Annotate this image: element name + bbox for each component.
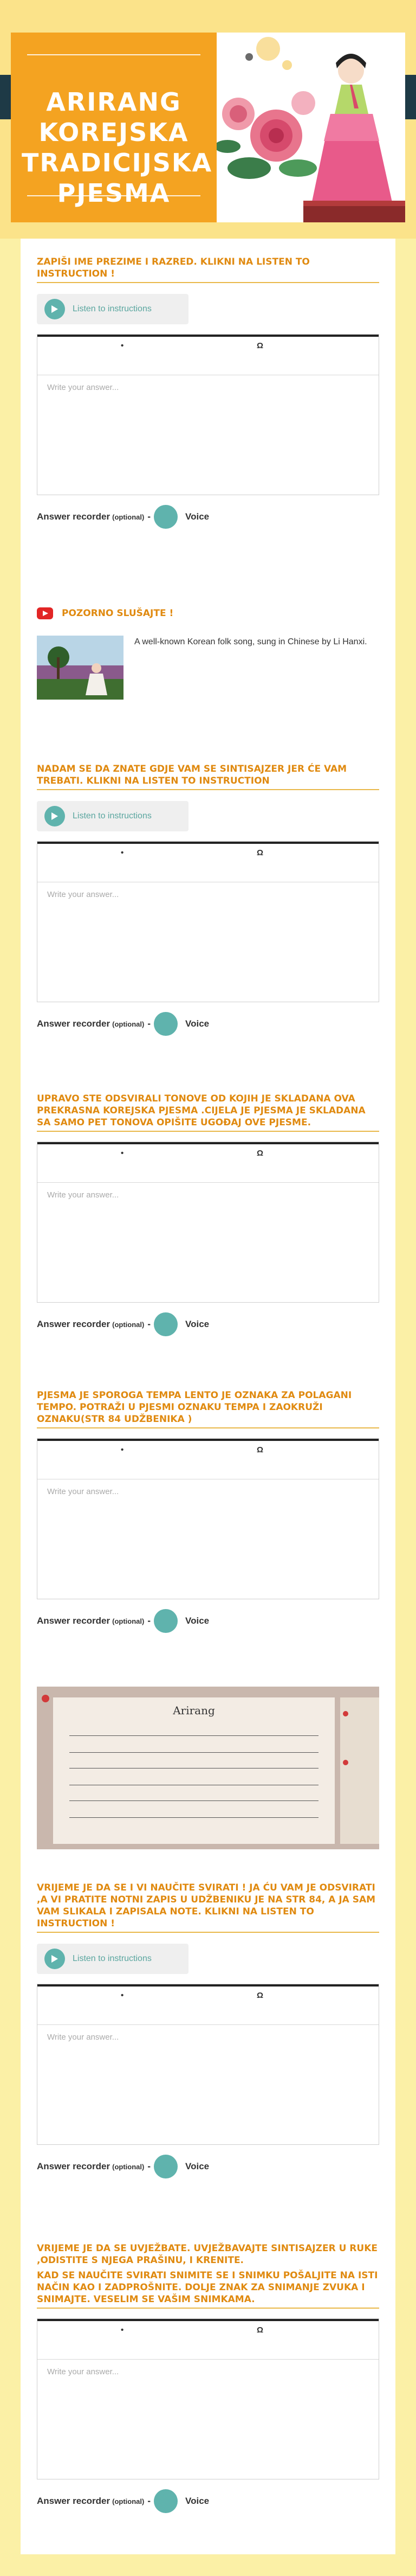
sheet-song-title: Arirang xyxy=(173,1704,215,1717)
staff-line-1 xyxy=(69,1735,318,1753)
listen-label: Listen to instructions xyxy=(73,304,152,313)
bullet-list-button[interactable]: • xyxy=(121,1445,124,1454)
textbook-side-page xyxy=(340,1697,379,1844)
special-character-button[interactable]: Ω xyxy=(257,1991,264,2000)
special-character-button[interactable]: Ω xyxy=(257,1445,264,1454)
answer-recorder xyxy=(37,505,379,529)
video-item xyxy=(37,636,379,700)
answer-recorder xyxy=(37,2155,379,2178)
question-6-title-line-1: VRIJEME JE DA SE UVJEŽBATE. UVJEŽBAVAJTE SINTISAJZER U RUKE ,ODISTITE S NJEGA PRAŠINU, I KRENITE. xyxy=(37,2243,378,2266)
railing-decoration xyxy=(303,206,405,222)
recorder-dash: - xyxy=(147,1319,151,1329)
listen-to-instructions-button[interactable] xyxy=(37,1944,188,1974)
recorder-voice-label: Voice xyxy=(185,1018,210,1029)
recorder-optional: (optional) xyxy=(112,1617,145,1625)
recorder-dash: - xyxy=(147,1018,151,1029)
recorder-label: Answer recorder xyxy=(37,1319,110,1329)
page-title: ARIRANG KOREJSKA TRADICIJSKA PJESMA xyxy=(22,87,213,208)
answer-textarea[interactable]: Write your answer... xyxy=(47,890,119,899)
answer-textarea[interactable]: Write your answer... xyxy=(47,1487,119,1496)
question-2-title: NADAM SE DA ZNATE GDJE VAM SE SINTISAJZER JER ĆE VAM TREBATI. KLIKNI NA LISTEN TO INSTRUCTION xyxy=(37,764,347,786)
recorder-voice-label: Voice xyxy=(185,511,210,522)
play-icon xyxy=(44,1949,65,1969)
editor-toolbar xyxy=(37,1142,379,1183)
question-2 xyxy=(37,763,379,1036)
recorder-label: Answer recorder xyxy=(37,1616,110,1626)
question-1-title: ZAPIŠI IME PREZIME I RAZRED. KLIKNI NA LISTEN TO INSTRUCTION ! xyxy=(37,257,310,279)
play-icon xyxy=(44,299,65,319)
answer-textarea[interactable]: Write your answer... xyxy=(47,383,119,392)
editor-toolbar xyxy=(37,1984,379,2025)
bullet-list-button[interactable]: • xyxy=(121,1991,124,2000)
listen-to-instructions-button[interactable] xyxy=(37,801,188,831)
recorder-dash: - xyxy=(147,2161,151,2171)
listen-label: Listen to instructions xyxy=(73,1954,152,1963)
question-1-rule xyxy=(37,282,379,283)
question-4-rule xyxy=(37,1427,379,1428)
listen-label: Listen to instructions xyxy=(73,811,152,821)
question-3 xyxy=(37,1093,379,1336)
recorder-optional: (optional) xyxy=(112,1320,145,1329)
record-voice-button[interactable] xyxy=(154,2155,178,2178)
recorder-optional: (optional) xyxy=(112,512,145,521)
recorder-dash: - xyxy=(147,511,151,522)
recorder-optional: (optional) xyxy=(112,2497,145,2505)
special-character-button[interactable]: Ω xyxy=(257,2325,264,2335)
recorder-optional: (optional) xyxy=(112,1020,145,1028)
recorder-voice-label: Voice xyxy=(185,1616,210,1626)
recorder-label: Answer recorder xyxy=(37,1018,110,1029)
answer-editor xyxy=(37,841,379,1002)
answer-textarea[interactable]: Write your answer... xyxy=(47,1190,119,1200)
listen-to-instructions-button[interactable] xyxy=(37,294,188,324)
record-voice-button[interactable] xyxy=(154,1312,178,1336)
editor-toolbar xyxy=(37,1439,379,1479)
question-5 xyxy=(37,1882,379,2178)
recorder-optional: (optional) xyxy=(112,2162,145,2171)
staff-line-2 xyxy=(69,1768,318,1785)
recorder-voice-label: Voice xyxy=(185,2161,210,2171)
question-6 xyxy=(37,2242,379,2513)
editor-toolbar xyxy=(37,842,379,882)
question-3-rule xyxy=(37,1131,379,1132)
recorder-label: Answer recorder xyxy=(37,511,110,522)
youtube-icon xyxy=(37,607,53,619)
special-character-button[interactable]: Ω xyxy=(257,848,264,857)
title-panel xyxy=(11,33,217,222)
recorder-label: Answer recorder xyxy=(37,2161,110,2171)
record-voice-button[interactable] xyxy=(154,505,178,529)
editor-toolbar xyxy=(37,2319,379,2360)
bullet-list-button[interactable]: • xyxy=(121,341,124,350)
question-4-title: PJESMA JE SPOROGA TEMPA LENTO JE OZNAKA ZA POLAGANI TEMPO. POTRAŽI U PJESMI OZNAKU TEMPA I ZAOKRUŽI OZNAKU(STR 84 UDŽBENIKA ) xyxy=(37,1390,352,1425)
red-marker-icon xyxy=(40,1693,51,1704)
recorder-dash: - xyxy=(147,1616,151,1626)
question-4 xyxy=(37,1389,379,1633)
video-block xyxy=(37,607,379,700)
title-top-rule xyxy=(27,54,200,55)
answer-recorder xyxy=(37,2489,379,2513)
bullet-list-button[interactable]: • xyxy=(121,1149,124,1158)
bullet-list-button[interactable]: • xyxy=(121,2325,124,2335)
editor-toolbar xyxy=(37,335,379,375)
question-2-rule xyxy=(37,789,379,790)
answer-editor xyxy=(37,1438,379,1599)
answer-recorder xyxy=(37,1012,379,1036)
record-voice-button[interactable] xyxy=(154,1012,178,1036)
play-icon xyxy=(44,806,65,826)
video-description: A well-known Korean folk song, sung in Chinese by Li Hanxi. xyxy=(134,637,367,646)
recorder-voice-label: Voice xyxy=(185,1319,210,1329)
bullet-list-button[interactable]: • xyxy=(121,848,124,857)
answer-textarea[interactable]: Write your answer... xyxy=(47,2033,119,2042)
staff-line-3 xyxy=(69,1800,318,1818)
answer-editor xyxy=(37,1984,379,2145)
hanbok-illustration xyxy=(217,33,405,222)
question-6-title-line-2: KAD SE NAUČITE SVIRATI SNIMITE SE I SNIMKU POŠALJITE NA ISTI NAČIN KAO I ZADPROŠNITE. DOLJE ZNAK ZA SNIMANJE ZVUKA I SNIMAJTE. VESELIM SE VAŠIM SNIMKAMA. xyxy=(37,2270,378,2305)
recorder-voice-label: Voice xyxy=(185,2496,210,2506)
video-heading: POZORNO SLUŠAJTE ! xyxy=(62,608,174,619)
record-voice-button[interactable] xyxy=(154,1609,178,1633)
answer-recorder xyxy=(37,1609,379,1633)
answer-editor xyxy=(37,1142,379,1303)
question-3-title: UPRAVO STE ODSVIRALI TONOVE OD KOJIH JE SKLADANA OVA PREKRASNA KOREJSKA PJESMA .CIJELA JE PJESMA JE SKLADANA SA SAMO PET TONOVA OPIŠITE UGOĐAJ OVE PJESME. xyxy=(37,1093,366,1128)
recorder-dash: - xyxy=(147,2496,151,2506)
sheet-music-photo xyxy=(37,1687,379,1849)
answer-textarea[interactable]: Write your answer... xyxy=(47,2367,119,2376)
answer-editor xyxy=(37,2318,379,2479)
question-5-title: VRIJEME JE DA SE I VI NAUČITE SVIRATI ! JA ĆU VAM JE ODSVIRATI ,A VI PRATITE NOTNI ZAPIS U UDŽBENIKU JE NA STR 84, A JA SAM VAM SLIKALA I ZAPISALA NOTE. KLIKNI NA LISTEN TO INSTRUCTION ! xyxy=(37,1882,376,1929)
question-6-rule xyxy=(37,2308,379,2309)
sheet-paper xyxy=(53,1697,335,1844)
video-heading-row xyxy=(37,607,379,619)
answer-editor xyxy=(37,334,379,495)
answer-recorder xyxy=(37,1312,379,1336)
question-5-rule xyxy=(37,1932,379,1933)
question-1 xyxy=(37,256,379,529)
video-thumbnail[interactable] xyxy=(37,636,123,700)
special-character-button[interactable]: Ω xyxy=(257,1149,264,1158)
special-character-button[interactable]: Ω xyxy=(257,341,264,350)
gold-circle-decoration xyxy=(256,37,280,61)
recorder-label: Answer recorder xyxy=(37,2496,110,2506)
record-voice-button[interactable] xyxy=(154,2489,178,2513)
